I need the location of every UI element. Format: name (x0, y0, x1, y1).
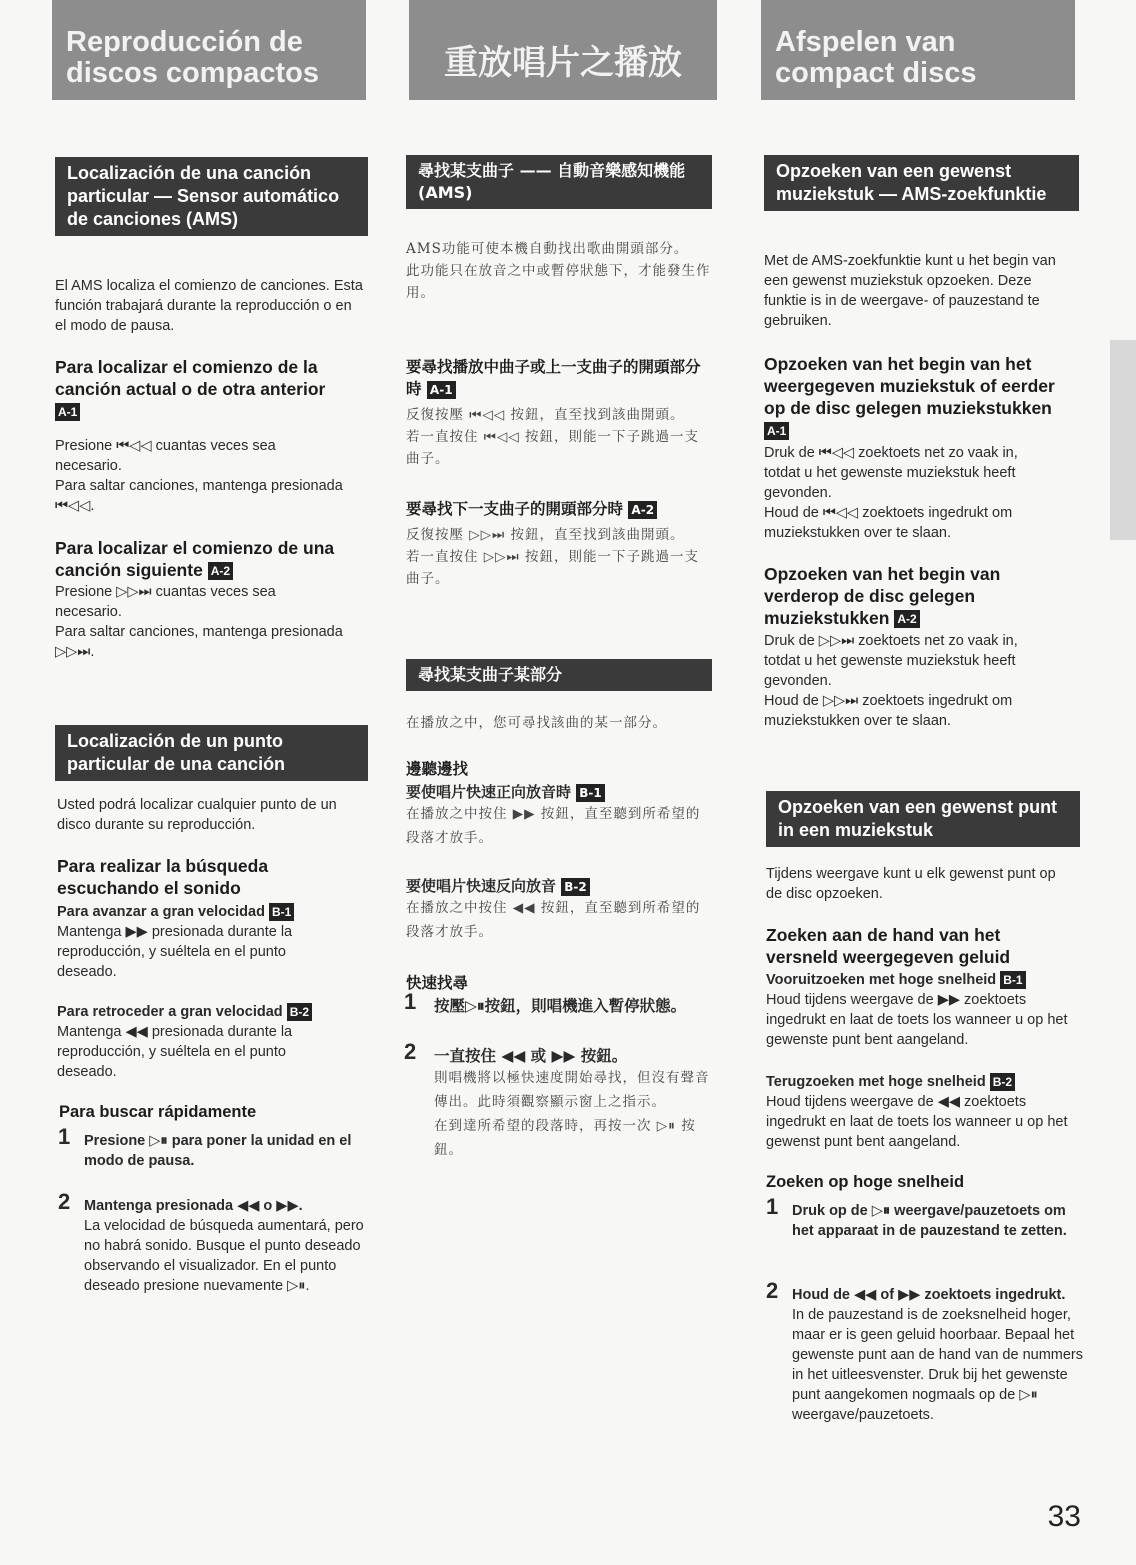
dutch-current-heading-text: Opzoeken van het begin van het weergegeven muziekstuk of eerder op de disc gelegen muziekstukken (764, 354, 1055, 418)
chinese-next-heading (406, 498, 711, 520)
dutch-forward (766, 970, 1076, 1050)
chinese-forward-text: 在播放之中按住 ▶▶ 按鈕，直至聽到所希望的段落才放手。 (406, 806, 701, 846)
dutch-point-intro: Tijdens weergave kunt u elk gewenst punt op de disc opzoeken. (766, 866, 1056, 902)
spanish-backward (57, 1002, 347, 1082)
chinese-listen-heading: 邊聽邊找 (406, 760, 469, 778)
dutch-step1 (766, 1194, 1076, 1241)
dutch-fast-heading: Zoeken op hoge snelheid (766, 1173, 965, 1191)
spanish-current-tag: A-1 (55, 403, 80, 421)
dutch-backward-title: Terugzoeken met hoge snelheid (766, 1074, 986, 1090)
spanish-backward-tag: B-2 (287, 1003, 312, 1021)
spanish-forward-text: Mantenga ▶▶ presionada durante la reproducción, y suéltela en el punto deseado. (57, 924, 293, 980)
chinese-backward-tag: B-2 (561, 878, 589, 896)
chinese-current-heading (406, 356, 706, 400)
spanish-point-intro: Usted podrá localizar cualquier punto de un disco durante su reproducción. (57, 797, 337, 833)
spanish-ams-intro: El AMS localiza el comienzo de canciones. Esta función trabajará durante la reproducción o en el modo de pausa. (55, 278, 363, 334)
spanish-ams-heading: Localización de una canción particular — Sensor automático de canciones (AMS) (55, 157, 368, 236)
spanish-next-tag: A-2 (208, 562, 233, 580)
chinese-current-heading-text: 要尋找播放中曲子或上一支曲子的開頭部分時 (406, 358, 701, 398)
chinese-backward-title: 要使唱片快速反向放音 (406, 877, 557, 895)
dutch-step2-num: 2 (766, 1278, 779, 1303)
chinese-backward (406, 876, 711, 944)
dutch-ams-intro: Met de AMS-zoekfunktie kunt u het begin van een gewenst muziekstuk opzoeken. Deze funktie is in de weergave- of pauzestand te gebruiken. (764, 253, 1056, 329)
chinese-forward-tag: B-1 (576, 784, 604, 802)
spanish-step2-title: Mantenga presionada ◀◀ o ▶▶. (84, 1198, 303, 1214)
dutch-next-heading-text: Opzoeken van het begin van verderop de disc gelegen muziekstukken (764, 564, 1001, 628)
chinese-step2-text: 則唱機將以極快速度開始尋找，但沒有聲音傳出。此時須觀察顯示窗上之指示。 在到達所希望的段落時，再按一次 ▷⏸ 按鈕。 (434, 1070, 710, 1158)
spanish-backward-title: Para retroceder a gran velocidad (57, 1004, 283, 1020)
page-edge-tab (1110, 340, 1136, 540)
chinese-banner: 重放唱片之播放 (409, 0, 717, 100)
chinese-step2-num: 2 (404, 1039, 417, 1064)
dutch-listen-heading: Zoeken aan de hand van het versneld weergegeven geluid (766, 925, 1011, 967)
spanish-next-heading (55, 537, 355, 581)
spanish-current-heading-text: Para localizar el comienzo de la canción actual o de otra anterior (55, 357, 326, 399)
dutch-current-text: Druk de ⏮◁◁ zoektoets net zo vaak in, totdat u het gewenste muziekstuk heeft gevonden. Houd de ⏮◁◁ zoektoets ingedrukt om muziekstukken over te slaan. (764, 445, 1018, 541)
dutch-step2-title: Houd de ◀◀ of ▶▶ zoektoets ingedrukt. (792, 1287, 1066, 1303)
dutch-step1-num: 1 (766, 1194, 779, 1219)
chinese-point-intro: 在播放之中，您可尋找該曲的某一部分。 (406, 715, 667, 731)
dutch-banner: Afspelen van compact discs (761, 0, 1075, 100)
spanish-point-heading: Localización de un punto particular de una canción (55, 725, 368, 781)
chinese-step1-num: 1 (404, 989, 417, 1014)
dutch-current-heading (764, 353, 1074, 441)
chinese-current-tag: A-1 (427, 381, 456, 399)
spanish-step2 (58, 1189, 368, 1296)
dutch-step1-text: Druk op de ▷⏸ weergave/pauzetoets om het apparaat in de pauzestand te zetten. (792, 1203, 1067, 1239)
spanish-forward-tag: B-1 (269, 903, 294, 921)
chinese-backward-text: 在播放之中按住 ◀◀ 按鈕，直至聽到所希望的段落才放手。 (406, 900, 701, 940)
spanish-listen-heading: Para realizar la búsqueda escuchando el sonido (57, 856, 269, 898)
dutch-step2 (766, 1278, 1084, 1425)
spanish-banner: Reproducción de discos compactos (52, 0, 366, 100)
spanish-step2-text: La velocidad de búsqueda aumentará, pero no habrá sonido. Busque el punto deseado observando el visualizador. En el punto deseado presione nuevamente ▷⏸. (84, 1218, 364, 1294)
chinese-step2 (404, 1039, 714, 1162)
chinese-point-heading: 尋找某支曲子某部分 (406, 659, 712, 691)
spanish-current-heading (55, 356, 355, 422)
spanish-fast-heading: Para buscar rápidamente (59, 1103, 257, 1121)
spanish-step2-num: 2 (58, 1189, 71, 1214)
spanish-step1 (58, 1124, 368, 1171)
chinese-next-heading-text: 要尋找下一支曲子的開頭部分時 (406, 500, 624, 518)
dutch-forward-text: Houd tijdens weergave de ▶▶ zoektoets ingedrukt en laat de toets los wanneer u op het gewenste punt bent aangeland. (766, 992, 1068, 1048)
dutch-next-tag: A-2 (894, 610, 919, 628)
spanish-step1-num: 1 (58, 1124, 71, 1149)
spanish-forward-title: Para avanzar a gran velocidad (57, 904, 265, 920)
chinese-current-text: 反復按壓 ⏮◁◁ 按鈕，直至找到該曲開頭。 若一直按住 ⏮◁◁ 按鈕，則能一下子跳過一支曲子。 (406, 407, 699, 467)
dutch-forward-title: Vooruitzoeken met hoge snelheid (766, 972, 997, 988)
chinese-ams-heading: 尋找某支曲子 —— 自動音樂感知機能 (AMS) (406, 155, 712, 209)
chinese-next-text: 反復按壓 ▷▷⏭ 按鈕，直至找到該曲開頭。 若一直按住 ▷▷⏭ 按鈕，則能一下子跳過一支曲子。 (406, 527, 699, 587)
spanish-forward (57, 902, 332, 982)
dutch-step2-text: In de pauzestand is de zoeksnelheid hoger, maar er is geen geluid hoorbaar. Bepaal het gewenste punt aan de hand van de nummers in het uitleesvenster. Druk bij het gewenste punt aangekomen nogmaals op de ▷⏸ weergave/pauzetoets. (792, 1307, 1084, 1423)
spanish-current-text: Presione ⏮◁◁ cuantas veces sea necesario. Para saltar canciones, mantenga presionada ⏮◁◁. (55, 438, 343, 514)
dutch-backward-text: Houd tijdens weergave de ◀◀ zoektoets ingedrukt en laat de toets los wanneer u op het gewenst punt bent aangeland. (766, 1094, 1068, 1150)
dutch-backward (766, 1072, 1076, 1152)
page-number: 33 (1047, 1500, 1081, 1533)
spanish-backward-text: Mantenga ◀◀ presionada durante la reproducción, y suéltela en el punto deseado. (57, 1024, 293, 1080)
spanish-step1-text: Presione ▷⏸ para poner la unidad en el modo de pausa. (84, 1133, 352, 1169)
dutch-current-tag: A-1 (764, 422, 789, 440)
chinese-ams-intro: AMS功能可使本機自動找出歌曲開頭部分。 此功能只在放音之中或暫停狀態下，才能發生作用。 (406, 241, 711, 301)
chinese-step2-title: 一直按住 ◀◀ 或 ▶▶ 按鈕。 (434, 1047, 628, 1065)
chinese-fast-heading: 快速找尋 (406, 974, 469, 992)
chinese-step1 (404, 989, 734, 1016)
chinese-forward-title: 要使唱片快速正向放音時 (406, 783, 572, 801)
dutch-next-heading (764, 563, 1044, 629)
dutch-point-heading: Opzoeken van een gewenst punt in een muziekstuk (766, 791, 1080, 847)
dutch-ams-heading: Opzoeken van een gewenst muziekstuk — AMS-zoekfunktie (764, 155, 1079, 211)
dutch-next-text: Druk de ▷▷⏭ zoektoets net zo vaak in, totdat u het gewenste muziekstuk heeft gevonden. Houd de ▷▷⏭ zoektoets ingedrukt om muziekstukken over te slaan. (764, 633, 1018, 729)
spanish-next-heading-text: Para localizar el comienzo de una canción siguiente (55, 538, 335, 580)
dutch-forward-tag: B-1 (1000, 971, 1025, 989)
chinese-forward (406, 782, 711, 850)
chinese-step1-text: 按壓▷⏸按鈕，則唱機進入暫停狀態。 (434, 997, 687, 1015)
chinese-next-tag: A-2 (628, 501, 657, 519)
spanish-next-text: Presione ▷▷⏭ cuantas veces sea necesario. Para saltar canciones, mantenga presionada ▷▷⏭. (55, 584, 343, 660)
dutch-backward-tag: B-2 (990, 1073, 1015, 1091)
